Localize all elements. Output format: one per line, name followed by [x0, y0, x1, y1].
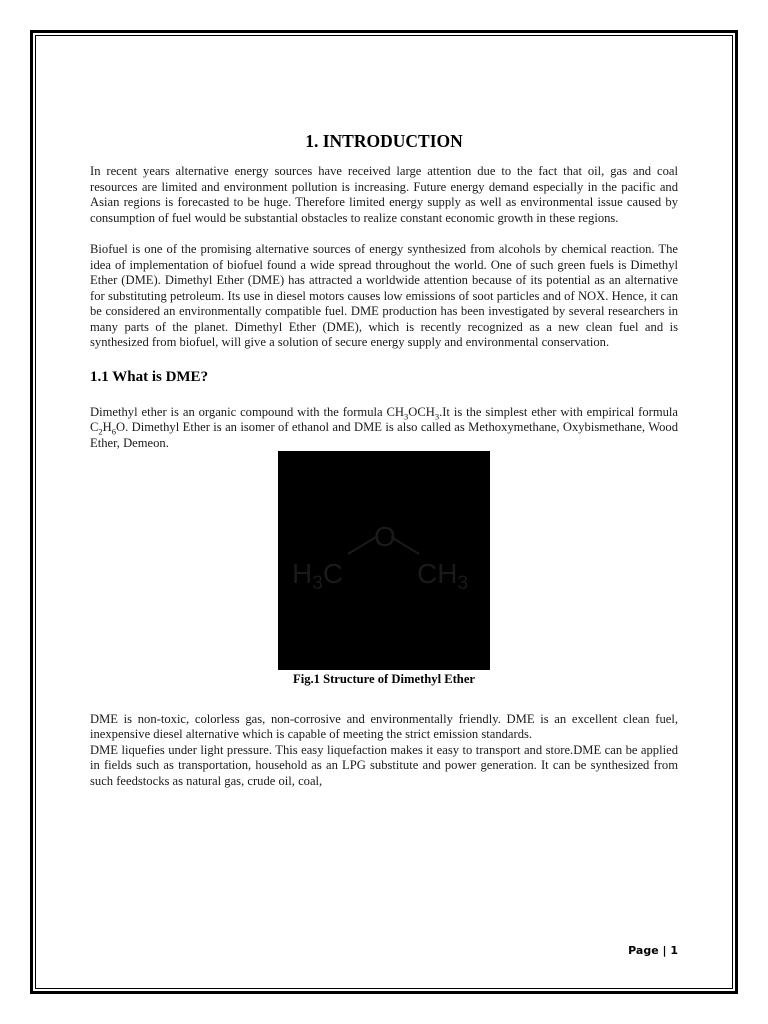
- page-number: Page | 1: [628, 944, 678, 957]
- paragraph-dme-definition: Dimethyl ether is an organic compound with the formula $CH_3OCH_3.It$ is the simplest ether with empirical formula $C_2H_6O$. Dimethyl Ether is an isomer of ethanol and DME is also called as Methoxymethane, Oxybismethane, Wood Ether, Demeon.: [90, 404, 679, 450]
- dimethyl-ether-structure-figure: [278, 451, 490, 670]
- right-methyl-label: $CH_3$: [417, 558, 469, 594]
- document-body: [90, 130, 678, 789]
- paragraph-properties: DME is non-toxic, colorless gas, non-corrosive and environmentally friendly. DME is an excellent clean fuel, inexpensive diesel alternative which is capable of meeting the strict emission standards.: [90, 711, 678, 741]
- paragraph-applications: DME liquefies under light pressure. This easy liquefaction makes it easy to transport and store.DME can be applied in fields such as transportation, household as an LPG substitute and power generation. It can be synthesized from such feedstocks as natural gas, crude oil, coal,: [90, 742, 678, 788]
- figure-caption: Fig.1 Structure of Dimethyl Ether: [293, 672, 475, 686]
- left-methyl-label: $H_3C$: [292, 558, 344, 594]
- subsection-heading: 1.1 What is DME?: [90, 368, 209, 385]
- paragraph-biofuel: Biofuel is one of the promising alternative sources of energy synthesized from alcohols by chemical reaction. The idea of implementation of biofuel found a wide spread throughout the world. One of such green fuels is Dimethyl Ether (DME). Dimethyl Ether (DME) has attracted a worldwide attention because of its potential as an alternative for substituting petroleum. Its use in diesel motors causes low emissions of soot particles and of NOX. Hence, it can be considered an environmentally compatible fuel. DME production has been investigated by several researchers in many parts of the planet. Dimethyl Ether (DME), which is recently recognized as a new clean fuel and is synthesized from biofuel, will give a solution of secure energy supply and environmental conservation.: [90, 242, 678, 349]
- oxygen-label: O: [374, 521, 396, 552]
- section-title: 1. INTRODUCTION: [305, 131, 463, 151]
- paragraph-intro: In recent years alternative energy sources have received large attention due to the fact that oil, gas and coal resources are limited and environment pollution is increasing. Future energy demand especially in the pacific and Asian regions is forecasted to be huge. Therefore limited energy supply as well as environmental issue caused by consumption of fuel would be substantial obstacles to realize constant economic growth in these regions.: [90, 164, 678, 225]
